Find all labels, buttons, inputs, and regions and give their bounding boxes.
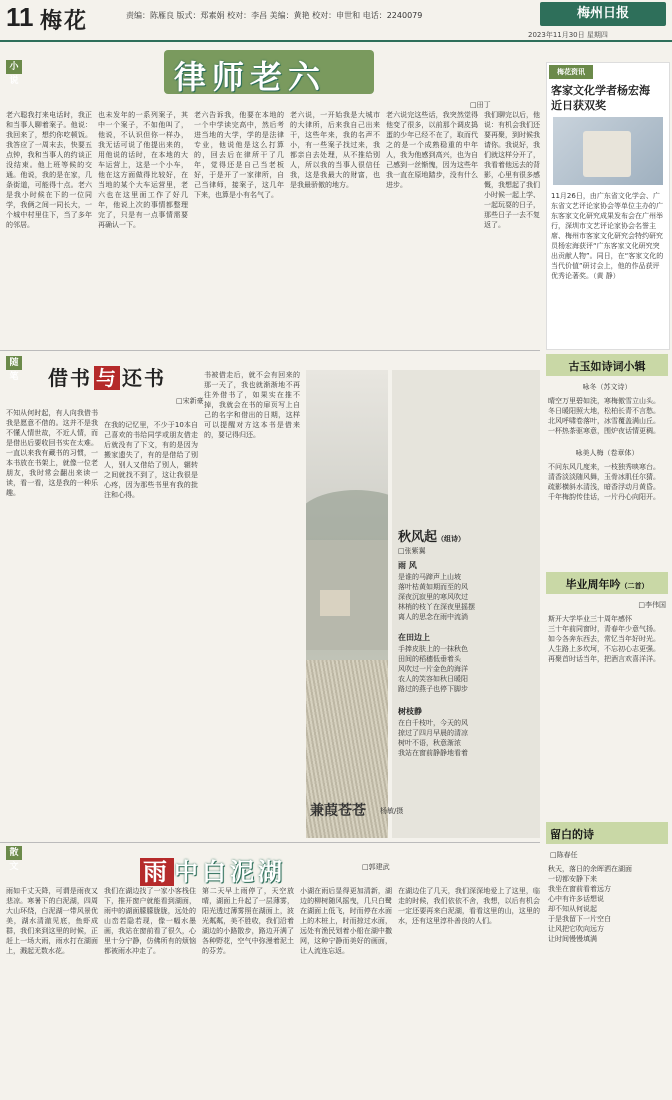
poem-text-4: 秋天，落日的余晖洒在湖面 一切都安静下来 我坐在窗前看着远方 心中有许多话想说 却不知从何说起 于是我留下一片空白 让风把它吹向远方 让时间慢慢填满 (548, 865, 632, 943)
photo-credit: 杨敏/摄 (380, 807, 404, 815)
poem-author-4: □陈春任 (550, 851, 578, 859)
sidebar-news-title: 客家文化学者杨宏海 近日获双奖 (551, 84, 650, 112)
novel-author: □田丁 (470, 101, 491, 109)
book-col-3: 书被借走后，就不会有回来的那一天了，我也就渐渐地不再往外借书了，如果实在推不掉，我就会在书的扉页写上自己的名字和借出的日期，这样可以提醒对方这本书是借来的，要记得归还。 (204, 371, 300, 439)
rain-title (140, 852, 286, 887)
page-number: 11 (6, 2, 34, 32)
novel-title: 律师老六 (174, 58, 327, 96)
poem-section2-title: 毕业周年吟（二首） (565, 578, 649, 591)
sidebar-tag: 梅花资讯 (549, 65, 593, 79)
book-col-2: 在我的记忆里，不少于10本自己喜欢的书给同学或朋友借走后就没有了下文，有的是因为搬家遗失了，有的是借给了别人，别人又借给了别人，辗转之间就找不到了，这让我很是心疼，因为那些书里有我的批注和心得。 (104, 421, 198, 499)
book-title-c: 还书 (122, 366, 166, 390)
photo-caption: 兼葭苍苍 (310, 803, 366, 819)
novel-col-1: 老六聪我打来电话时，我正和当事人聊着案子。他说：我回来了，想约你吃顿饭。我答应了一周末去，快要五点钟，我和当事人的约谈正没结束。他上班等候的交通。他说，我的是在家，几条街道，可能得十点。老六是我小时候在下的一位同学，我俩之间一同长大，一个城中村里住下，当了多年的邻居。 (6, 111, 92, 229)
poem-text-2: 不问东风几度来，一枝独秀映寒台。 清香淡淡随风舞，玉骨冰肌任尔猜。 疏影横斜水清浅，暗香浮动月黄昏。 千年梅韵传佳话，一片丹心向阳开。 (548, 463, 660, 501)
novel-col-3: 老六告诉我，他要在本地的一个中学读完高中，然后考进当地的大学，学的是法律专业，他说他是这么打算的，回去后在律所干了几年，觉得还是自己当老板好，于是开了一家律所，自己当律师，接案子，这几年下来，也算是小有名气了。 (194, 111, 284, 199)
section-tag-prose: 散文 (6, 846, 22, 860)
poem-author-3: □李伟国 (638, 601, 666, 609)
sidebar-news-photo (553, 117, 663, 185)
novel-title-area (24, 48, 524, 98)
section-tag-essay: 随笔 (6, 356, 22, 370)
poem-section-title: 古玉如诗词小辑 (568, 360, 646, 373)
book-title-b: 与 (96, 366, 118, 390)
book-author: □宋新豪 (176, 397, 204, 405)
poem3-text: 在白千枝叶，今天的风 掠过了四月早晨的清凉 树叶不语，秋意渐浓 我站在窗前静静地看着 (398, 719, 468, 757)
rain-col-1: 雨如千丈天降，可谓是雨夜又悲凉。寒暑下的白泥湖，四周大山环绕，白泥湖一带风景优美，湖水清澈见底，鱼虾成群，我们来到这里的时候，正赶上一场大雨，雨水打在湖面上，溅起无数水花。 (6, 887, 98, 955)
rain-col-3: 第二天早上雨停了，天空放晴，湖面上升起了一层薄雾，阳光透过薄雾照在湖面上，波光粼粼，美不胜收，我们沿着湖边的小路散步，路边开满了各种野花，空气中弥漫着泥土的芬芳。 (202, 887, 294, 955)
section-tag-novel: 小说 (6, 60, 22, 74)
book-title-a: 借书 (48, 366, 92, 390)
poem2-title: 在田边上 (398, 633, 430, 642)
poem2-text: 手捧皮肤上的一抹秋色 田间的稻穗低垂着头 风吹过一片金色的海洋 农人的笑容如秋日暖阳 路过的燕子也停下脚步 (398, 645, 468, 693)
poem3-title: 树枝静 (398, 707, 422, 716)
poem-section3-title: 留白的诗 (550, 828, 594, 841)
poem1-text: 是谁的马蹄声上山坡 落叶枯黄如期而至的风 深夜沉寂里的寒风吹过 林梢的枝丫在深夜里摇摆 离人的思念在雨中流淌 (398, 573, 475, 621)
novel-col-2: 也未发年的一系列案子，其中一个案子，不如他叫了，他说，不认识但你一样办，我无话可说了他提出来的，用他说的话时，在本地的大车运营上，这是一个小车，他在这方面做得比较好，在当地的某个大车运营里，老六也在这里面工作了好几年，他说上次的事情都整理完了，只是有一点事情需要再确认一下。 (98, 111, 188, 229)
rain-title-b: 中白泥湖 (174, 858, 286, 886)
poem-title: 秋风起（组诗） (398, 530, 466, 545)
novel-col-5: 老六说完这些话，我突然觉得他变了很多，以前那个调皮捣蛋的少年已经不在了，取而代之的是一个成熟稳重的中年人，我为他感到高兴，也为自己感到一丝惭愧，因为这些年我一直在原地踏步，没有什么进步。 (386, 111, 478, 189)
poem-text-1: 晴空万里碧如洗，寒梅傲雪立山头。 冬日暖阳照大地，松柏长青不言愁。 北风呼啸卷落叶，冰雪覆盖满山丘。 一杯热茶驱寒意，围炉夜话情更稠。 (548, 397, 660, 435)
poem-author: □张紫翼 (398, 547, 426, 555)
book-col-1: 不知从何时起，有人向我借书我是愿意不借的。这并不是我不懂人情世故，不近人情，而是借出后要收回书实在太难。一直以来我有藏书的习惯，一本书放在书架上，就像一位老朋友，我时常会翻出来读一读，看一看，这是我的一种乐趣。 (6, 409, 98, 497)
sidebar-news-body: 11月26日，由广东省文化学会、广东省文艺评论家协会等单位主办的广东客家文化研究成果发布会在广州举行，深圳市文艺评论家协会名誉主席、梅州市客家文化研究会特约研究员杨宏海获评“广东客家文化研究突出贡献人物”。同日，在“客家文化的当代价值”研讨会上，他的作品获评优秀论著奖。（黄 静） (551, 192, 664, 280)
rain-author: □郭建武 (362, 863, 390, 871)
sidebar-poems (546, 352, 668, 1096)
header-rule (0, 40, 672, 42)
novel-col-6: 我们聊完以后，他说：有机会我们还要再聚，到时候我请你。我说好，我们就这样分开了，我看着他远去的背影，心里有很多感慨，我想起了我们小时候一起上学、一起玩耍的日子，那些日子一去不复返了。 (484, 111, 540, 229)
sidebar-news-box (546, 62, 670, 350)
page-name: 梅花 (40, 9, 89, 34)
novel-col-4: 老六说，一开始我是大城市的大律所，后来我自己出来干，这些年来，我的名声不小，有一些案子找过来，我都亲自去处理，从不推给别人，所以我的当事人很信任我，这是我最大的财富，也是我最骄傲的地方。 (290, 111, 380, 189)
landscape-photo (306, 370, 388, 838)
poem-text-3: 斯开大学毕业三十周年感怀 三十年前同窗时，青春年少意气扬。 如今各奔东西去，常忆当年好时光。 人生路上多坎坷，不忘初心志更强。 再聚首时话当年，把酒言欢喜洋洋。 (548, 615, 660, 663)
staff-line: 责编：陈雁良 版式：郑素娟 校对：李昌 美编：黄艳 校对：申世和 电话：2240079 (126, 11, 423, 20)
book-title (48, 362, 166, 391)
rain-col-2: 我们在湖边找了一家小客栈住下，推开窗户就能看到湖面，雨中的湖面朦朦胧胧，远处的山峦若隐若现，像一幅水墨画，我站在窗前看了很久，心里十分宁静，仿佛所有的烦恼都被雨水冲走了。 (104, 887, 196, 955)
poem-author-1: 咏冬（苏文诗） (582, 383, 632, 391)
paper-logo: 梅州日报 (540, 2, 666, 26)
rain-title-a: 雨 (140, 858, 174, 886)
rain-col-5: 在湖边住了几天，我们深深地爱上了这里，临走的时候，我们依依不舍，我想，以后有机会一定还要再来白泥湖，看看这里的山，这里的水，还有这里淳朴善良的人们。 (398, 887, 540, 925)
date-line: 2023年11月30日 星期四 (528, 31, 608, 39)
rain-col-4: 小湖在雨后显得更加清新，湖边的柳树随风摇曳，几只白鹭在湖面上低飞，时而停在水面上的木桩上，时而掠过水面，远处有渔民划着小船在湖中撒网，这种宁静而美好的画面，让人流连忘返。 (300, 887, 392, 955)
poem1-title: 雨 风 (398, 561, 417, 570)
painting-text-area (392, 370, 540, 838)
poem-author-2: 咏美人梅（卷章体） (575, 449, 639, 457)
